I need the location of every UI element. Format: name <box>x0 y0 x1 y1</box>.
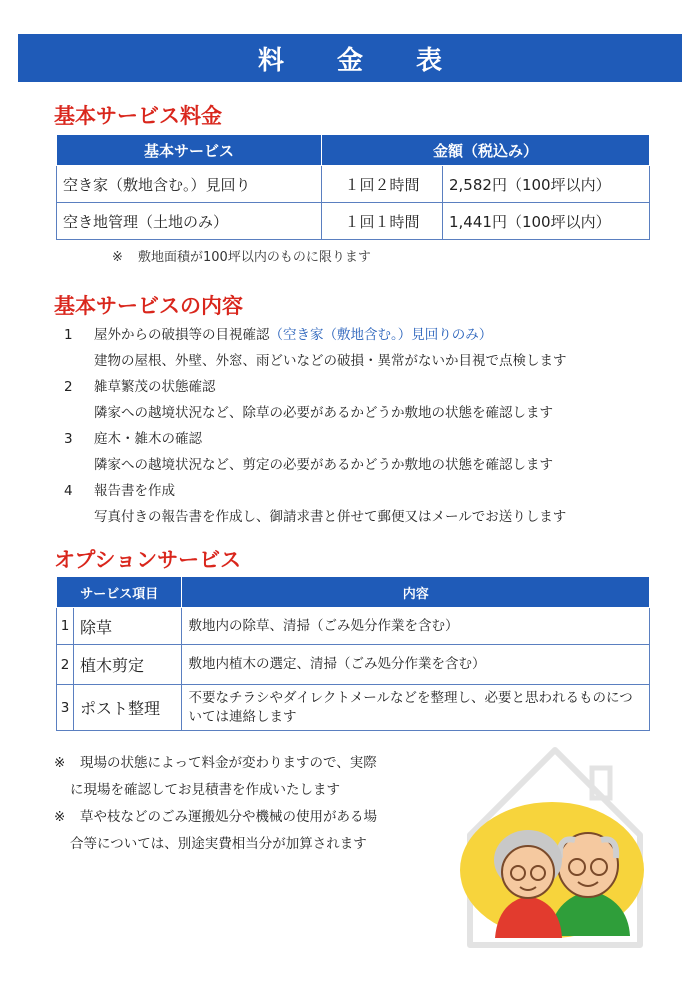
footnote-cont: 合等については、別途実費相当分が加算されます <box>70 836 367 852</box>
options-table <box>56 576 650 731</box>
footnote: ※ 現場の状態によって料金が変わりますので、実際 <box>54 755 377 771</box>
service-price: 2,582円（100坪以内） <box>443 166 650 203</box>
list-item: 1 屋外からの破損等の目視確認（空き家（敷地含む。）見回りのみ） <box>64 327 493 343</box>
list-item: 3 庭木・雑木の確認 <box>64 431 202 447</box>
option-content: 敷地内植木の選定、清掃（ごみ処分作業を含む） <box>182 645 650 685</box>
basic-fee-heading: 基本サービス料金 <box>54 104 222 128</box>
list-item-desc: 写真付きの報告書を作成し、御請求書と併せて郵便又はメールでお送りします <box>94 509 567 525</box>
service-time: １回１時間 <box>322 203 443 240</box>
col-content-header: 内容 <box>182 577 650 608</box>
table-row <box>57 645 650 685</box>
option-name: 除草 <box>74 608 182 645</box>
service-time: １回２時間 <box>322 166 443 203</box>
table-row <box>57 166 650 203</box>
row-number: 2 <box>57 645 74 685</box>
footnote: ※ 草や枝などのごみ運搬処分や機械の使用がある場 <box>54 809 377 825</box>
option-content: 敷地内の除草、清掃（ごみ処分作業を含む） <box>182 608 650 645</box>
table-row <box>57 608 650 645</box>
options-heading: オプションサービス <box>54 548 242 572</box>
list-item: 4 報告書を作成 <box>64 483 175 499</box>
table-header-row <box>57 577 650 608</box>
option-name: 植木剪定 <box>74 645 182 685</box>
table-header-row <box>57 135 650 166</box>
basic-content-list <box>64 322 684 530</box>
title-banner <box>18 34 682 82</box>
service-name: 空き家（敷地含む。）見回り <box>57 166 322 203</box>
footnotes <box>54 750 454 858</box>
basic-content-heading: 基本サービスの内容 <box>54 294 243 318</box>
footnote-cont: に現場を確認してお見積書を作成いたします <box>70 782 340 798</box>
col-item-header: サービス項目 <box>57 577 182 608</box>
row-number: 3 <box>57 685 74 731</box>
page-title: 料 金 表 <box>257 45 465 76</box>
list-item-desc: 隣家への越境状況など、剪定の必要があるかどうか敷地の状態を確認します <box>94 457 553 473</box>
list-item-desc: 隣家への越境状況など、除草の必要があるかどうか敷地の状態を確認します <box>94 405 553 421</box>
table-row <box>57 203 650 240</box>
col-price-header: 金額（税込み） <box>322 135 650 166</box>
option-name: ポスト整理 <box>74 685 182 731</box>
service-name: 空き地管理（土地のみ） <box>57 203 322 240</box>
basic-fee-table <box>56 134 650 240</box>
option-content: 不要なチラシやダイレクトメールなどを整理し、必要と思われるものについては連絡します <box>182 685 650 731</box>
col-service-header: 基本サービス <box>57 135 322 166</box>
row-number: 1 <box>57 608 74 645</box>
service-price: 1,441円（100坪以内） <box>443 203 650 240</box>
basic-fee-note: ※ 敷地面積が100坪以内のものに限ります <box>112 250 371 265</box>
list-item: 2 雑草繁茂の状態確認 <box>64 379 216 395</box>
elderly-couple-house-illustration <box>440 740 670 950</box>
list-item-desc: 建物の屋根、外壁、外窓、雨どいなどの破損・異常がないか目視で点検します <box>94 353 567 369</box>
table-row <box>57 685 650 731</box>
